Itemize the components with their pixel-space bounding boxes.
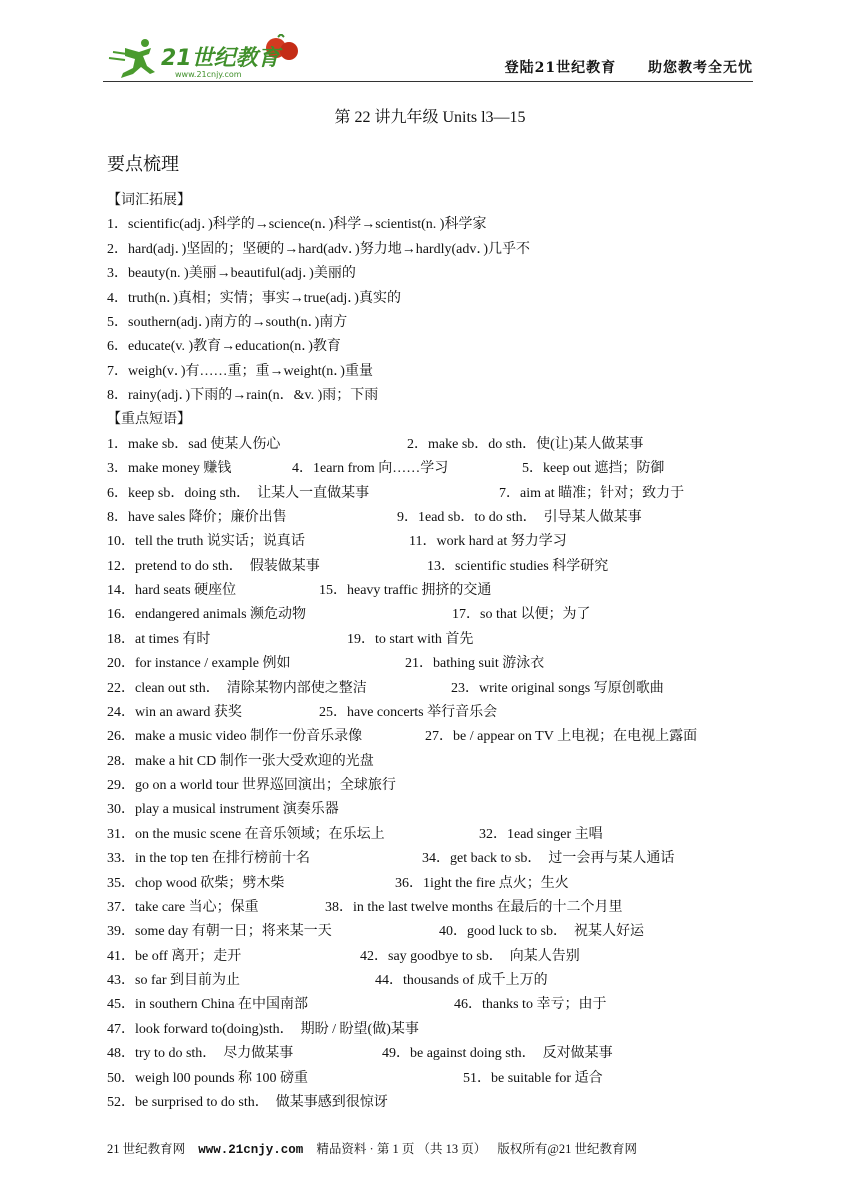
page-title: 第 22 讲九年级 Units l3—15 bbox=[334, 109, 526, 126]
phrase-item: 3．make money 赚钱 bbox=[107, 461, 232, 477]
phrase-item: 36．1ight the fire 点火；生火 bbox=[395, 875, 569, 891]
phrase-row bbox=[107, 701, 767, 725]
phrase-row bbox=[107, 896, 767, 920]
phrase-item: 28．make a hit CD 制作一张大受欢迎的光盘 bbox=[107, 753, 374, 769]
phrase-row bbox=[107, 774, 767, 798]
phrase-row bbox=[107, 433, 767, 457]
phrase-item: 18．at times 有时 bbox=[107, 631, 211, 647]
phrase-row bbox=[107, 628, 767, 652]
phrase-item: 20．for instance / example 例如 bbox=[107, 656, 291, 672]
phrase-row bbox=[107, 530, 767, 554]
phrase-item: 16．endangered animals 濒危动物 bbox=[107, 607, 307, 623]
phrase-row bbox=[107, 457, 767, 481]
vocab-item: 1．scientific(adj．)科学的→science(n．)科学→scientist(n. )科学家 bbox=[107, 217, 487, 233]
footer-rights: 版权所有@21 世纪教育网 bbox=[497, 1142, 637, 1156]
phrase-row bbox=[107, 798, 767, 822]
section-heading: 要点梳理 bbox=[107, 154, 179, 175]
phrase-row bbox=[107, 823, 767, 847]
phrase-item: 48．try to do sth． 尽力做某事 bbox=[107, 1046, 294, 1062]
phrase-item: 6．keep sb．doing sth． 让某人一直做某事 bbox=[107, 485, 370, 501]
phrase-item: 47．look forward to(doing)sth． 期盼 / 盼望(做)某事 bbox=[107, 1021, 419, 1037]
phrase-item: 29．go on a world tour 世界巡回演出；全球旅行 bbox=[107, 778, 396, 793]
header-divider bbox=[103, 81, 753, 82]
phrase-item: 7．aim at 瞄准；针对；致力于 bbox=[499, 485, 685, 501]
phrase-item: 38．in the last twelve months 在最后的十二个月里 bbox=[325, 899, 623, 915]
phrase-row bbox=[107, 482, 767, 506]
phrase-item: 30．play a musical instrument 演奏乐器 bbox=[107, 802, 339, 818]
page-header bbox=[103, 30, 753, 84]
phrase-item: 22．clean out sth． 清除某物内部使之整洁 bbox=[107, 680, 367, 696]
footer-page-info: 精品资料 · 第 1 页 （共 13 页） bbox=[316, 1142, 487, 1156]
phrase-item: 25．have concerts 举行音乐会 bbox=[319, 704, 498, 720]
phrase-item: 5．keep out 遮挡；防御 bbox=[522, 461, 665, 477]
phrase-item: 17．so that 以便；为了 bbox=[452, 607, 591, 623]
phrase-item: 39．some day 有朝一日；将来某一天 bbox=[107, 924, 332, 940]
phrase-row bbox=[107, 579, 767, 603]
phrase-item: 34．get back to sb． 过一会再与某人通话 bbox=[422, 851, 675, 867]
phrase-item: 33．in the top ten 在排行榜前十名 bbox=[107, 851, 310, 867]
phrase-item: 51．be suitable for 适合 bbox=[463, 1070, 603, 1086]
phrase-item: 32．1ead singer 主唱 bbox=[479, 826, 603, 842]
phrase-item: 49．be against doing sth． 反对做某事 bbox=[382, 1046, 613, 1062]
vocab-heading: 【词汇拓展】 bbox=[107, 193, 191, 208]
footer-url: www.21cnjy.com bbox=[198, 1143, 304, 1157]
header-slogan bbox=[479, 57, 753, 77]
phrase-row bbox=[107, 1018, 767, 1042]
phrase-item: 2．make sb．do sth．使(让)某人做某事 bbox=[407, 436, 644, 452]
vocab-item: 3．beauty(n. )美丽→beautiful(adj．)美丽的 bbox=[107, 266, 356, 282]
phrase-row bbox=[107, 1042, 767, 1066]
phrase-item: 12．pretend to do sth． 假装做某事 bbox=[107, 558, 320, 574]
phrase-row bbox=[107, 872, 767, 896]
phrase-item: 46．thanks to 幸亏；由于 bbox=[454, 997, 607, 1013]
phrase-row bbox=[107, 506, 767, 530]
phrase-item: 37．take care 当心；保重 bbox=[107, 899, 259, 915]
phrase-row bbox=[107, 1067, 767, 1091]
phrase-item: 14．hard seats 硬座位 bbox=[107, 583, 237, 598]
phrase-item: 44．thousands of 成千上万的 bbox=[375, 973, 548, 988]
vocab-item: 4．truth(n．)真相；实情；事实→true(adj．)真实的 bbox=[107, 290, 401, 306]
logo-text: 21世纪教育 bbox=[161, 46, 280, 71]
document-content bbox=[107, 189, 767, 1115]
logo bbox=[103, 34, 318, 80]
vocab-item: 2．hard(adj．)坚固的；坚硬的→hard(adv．)努力地→hardly(adv．)几乎不 bbox=[107, 241, 531, 257]
phrase-row bbox=[107, 1091, 767, 1115]
phrase-item: 11．work hard at 努力学习 bbox=[409, 534, 567, 550]
phrase-item: 42．say goodbye to sb． 向某人告别 bbox=[360, 948, 580, 964]
phrase-item: 19．to start with 首先 bbox=[347, 631, 474, 647]
phrase-item: 13．scientific studies 科学研究 bbox=[427, 558, 609, 574]
phrase-item: 4．1earn from 向……学习 bbox=[292, 461, 449, 477]
phrase-item: 15．heavy traffic 拥挤的交通 bbox=[319, 583, 492, 598]
phrase-item: 23．write original songs 写原创歌曲 bbox=[451, 680, 664, 696]
phrase-item: 10．tell the truth 说实话；说真话 bbox=[107, 534, 305, 550]
phrase-item: 31．on the music scene 在音乐领域；在乐坛上 bbox=[107, 826, 385, 842]
phrase-item: 43．so far 到目前为止 bbox=[107, 973, 240, 988]
phrase-item: 24．win an award 获奖 bbox=[107, 704, 242, 720]
vocab-item: 5．southern(adj．)南方的→south(n．)南方 bbox=[107, 314, 348, 330]
page-footer bbox=[107, 1139, 637, 1157]
phrase-item: 21．bathing suit 游泳衣 bbox=[405, 656, 545, 672]
phrases-heading: 【重点短语】 bbox=[107, 412, 191, 428]
vocab-item: 6．educate(v. )教育→education(n．)教育 bbox=[107, 339, 341, 355]
phrase-row bbox=[107, 847, 767, 871]
phrase-row bbox=[107, 969, 767, 993]
phrase-row bbox=[107, 945, 767, 969]
phrase-row bbox=[107, 677, 767, 701]
phrase-row bbox=[107, 725, 767, 749]
vocab-item: 8．rainy(adj．)下雨的→rain(n．&v. )雨；下雨 bbox=[107, 388, 379, 403]
phrase-item: 9．1ead sb．to do sth． 引导某人做某事 bbox=[397, 509, 642, 525]
vocab-item: 7．weigh(v．)有……重；重→weight(n．)重量 bbox=[107, 363, 373, 379]
phrase-row bbox=[107, 920, 767, 944]
phrase-row bbox=[107, 993, 767, 1017]
phrase-item: 40．good luck to sb． 祝某人好运 bbox=[439, 924, 644, 940]
phrase-item: 1．make sb．sad 使某人伤心 bbox=[107, 436, 281, 452]
phrase-item: 50．weigh l00 pounds 称 100 磅重 bbox=[107, 1070, 309, 1086]
running-figure-icon bbox=[109, 39, 155, 78]
phrase-item: 8．have sales 降价；廉价出售 bbox=[107, 509, 287, 525]
footer-site: 21 世纪教育网 bbox=[107, 1142, 186, 1156]
phrase-item: 45．in southern China 在中国南部 bbox=[107, 997, 309, 1013]
phrase-item: 52．be surprised to do sth． 做某事感到很惊讶 bbox=[107, 1094, 388, 1110]
slogan-left: 登陆21世纪教育 bbox=[504, 60, 617, 76]
phrase-item: 26．make a music video 制作一份音乐录像 bbox=[107, 729, 363, 745]
logo-url: www.21cnjy.com bbox=[175, 70, 242, 79]
phrase-item: 35．chop wood 砍柴；劈木柴 bbox=[107, 875, 285, 891]
phrase-row bbox=[107, 652, 767, 676]
phrase-row bbox=[107, 750, 767, 774]
slogan-right: 助您教考全无忧 bbox=[648, 60, 753, 76]
phrase-row bbox=[107, 603, 767, 627]
phrase-item: 27．be / appear on TV 上电视；在电视上露面 bbox=[425, 729, 698, 745]
phrase-item: 41．be off 离开；走开 bbox=[107, 948, 242, 964]
phrase-row bbox=[107, 555, 767, 579]
